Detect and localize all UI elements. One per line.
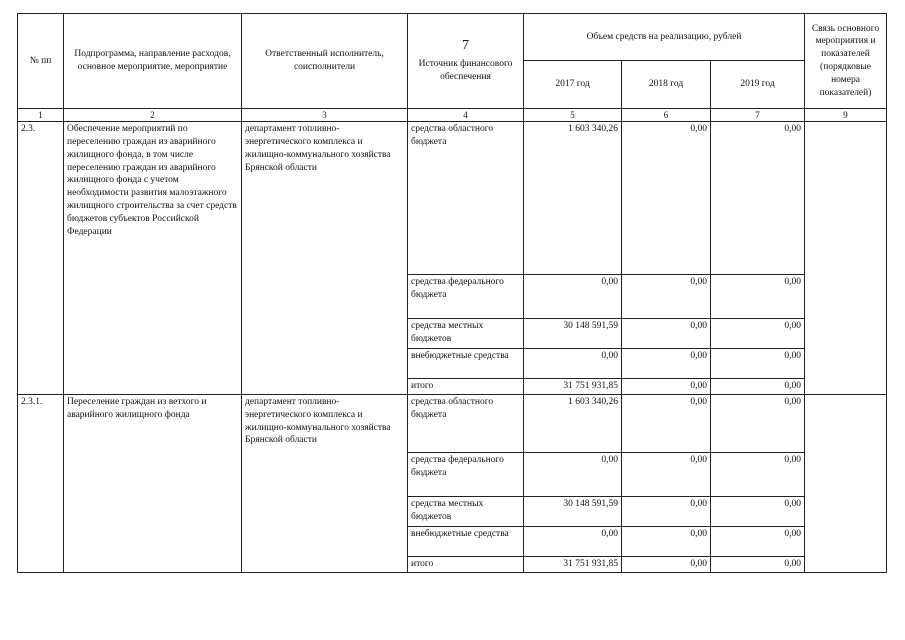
- amount-2019: 0,00: [711, 496, 805, 526]
- indicator-cell: [805, 452, 887, 496]
- total-2017: 31 751 931,85: [524, 379, 622, 395]
- indicator-cell: [805, 379, 887, 395]
- indicator-cell: [805, 122, 887, 275]
- program-table: [17, 13, 887, 573]
- total-2017: 31 751 931,85: [524, 556, 622, 572]
- executor-name: департамент топливно-энергетического комплекса и жилищно-коммунального хозяйства Брянской области: [242, 122, 408, 395]
- funding-source: средства областного бюджета: [408, 122, 524, 275]
- funding-source: средства областного бюджета: [408, 394, 524, 452]
- amount-2019: 0,00: [711, 122, 805, 275]
- total-2019: 0,00: [711, 379, 805, 395]
- executor-name: департамент топливно-энергетического комплекса и жилищно-коммунального хозяйства Брянской области: [242, 394, 408, 572]
- amount-2019: 0,00: [711, 526, 805, 556]
- funding-source: средства федерального бюджета: [408, 275, 524, 319]
- total-2018: 0,00: [622, 379, 711, 395]
- total-2018: 0,00: [622, 556, 711, 572]
- funding-source-total: итого: [408, 379, 524, 395]
- amount-2018: 0,00: [622, 349, 711, 379]
- indicator-cell: [805, 526, 887, 556]
- table-row: [18, 122, 887, 275]
- amount-2017: 30 148 591,59: [524, 319, 622, 349]
- activity-name: Переселение граждан из ветхого и аварийного жилищного фонда: [64, 394, 242, 572]
- funding-source: внебюджетные средства: [408, 526, 524, 556]
- header-year-2017: 2017 год: [524, 61, 622, 109]
- row-number: 2.3.: [18, 122, 64, 395]
- column-number-row: [18, 109, 887, 122]
- funding-source-total: итого: [408, 556, 524, 572]
- funding-source: средства федерального бюджета: [408, 452, 524, 496]
- header-volume: Объем средств на реализацию, рублей: [524, 14, 805, 61]
- amount-2018: 0,00: [622, 496, 711, 526]
- amount-2018: 0,00: [622, 122, 711, 275]
- column-number: 5: [524, 109, 622, 122]
- header-row-number: № пп: [18, 14, 64, 109]
- amount-2018: 0,00: [622, 319, 711, 349]
- column-number: 7: [711, 109, 805, 122]
- amount-2017: 0,00: [524, 452, 622, 496]
- header-year-2019: 2019 год: [711, 61, 805, 109]
- amount-2019: 0,00: [711, 349, 805, 379]
- total-2019: 0,00: [711, 556, 805, 572]
- column-number: 2: [64, 109, 242, 122]
- indicator-cell: [805, 349, 887, 379]
- funding-source: средства местных бюджетов: [408, 319, 524, 349]
- amount-2019: 0,00: [711, 452, 805, 496]
- amount-2017: 1 603 340,26: [524, 122, 622, 275]
- column-number: 9: [805, 109, 887, 122]
- amount-2019: 0,00: [711, 394, 805, 452]
- column-number: 3: [242, 109, 408, 122]
- column-number: 4: [408, 109, 524, 122]
- header-indicators-link: Связь основного мероприятия и показателей (порядковые номера показателей): [805, 14, 887, 109]
- amount-2018: 0,00: [622, 526, 711, 556]
- amount-2018: 0,00: [622, 394, 711, 452]
- funding-source: средства местных бюджетов: [408, 496, 524, 526]
- amount-2017: 0,00: [524, 526, 622, 556]
- header-year-2018: 2018 год: [622, 61, 711, 109]
- page-number: 7: [462, 38, 469, 54]
- table-row: [18, 394, 887, 452]
- indicator-cell: [805, 556, 887, 572]
- header-funding-source-label: Источник финансового обеспечения: [418, 59, 513, 82]
- indicator-cell: [805, 496, 887, 526]
- amount-2017: 0,00: [524, 275, 622, 319]
- amount-2019: 0,00: [711, 275, 805, 319]
- row-number: 2.3.1.: [18, 394, 64, 572]
- indicator-cell: [805, 319, 887, 349]
- column-number: 6: [622, 109, 711, 122]
- amount-2017: 0,00: [524, 349, 622, 379]
- indicator-cell: [805, 394, 887, 452]
- column-number: 1: [18, 109, 64, 122]
- amount-2019: 0,00: [711, 319, 805, 349]
- amount-2018: 0,00: [622, 275, 711, 319]
- header-funding-source: [408, 14, 524, 109]
- header-subprogram: Подпрограмма, направление расходов, основное мероприятие, мероприятие: [64, 14, 242, 109]
- header-executor: Ответственный исполнитель, соисполнители: [242, 14, 408, 109]
- amount-2017: 1 603 340,26: [524, 394, 622, 452]
- amount-2018: 0,00: [622, 452, 711, 496]
- indicator-cell: [805, 275, 887, 319]
- funding-source: внебюджетные средства: [408, 349, 524, 379]
- amount-2017: 30 148 591,59: [524, 496, 622, 526]
- activity-name: Обеспечение мероприятий по переселению граждан из аварийного жилищного фонда, в том числе переселению граждан из аварийного жилищного фонда с учетом необходимости развития малоэтажного жилищного строительства за счет средств бюджетов субъектов Российской Федерации: [64, 122, 242, 395]
